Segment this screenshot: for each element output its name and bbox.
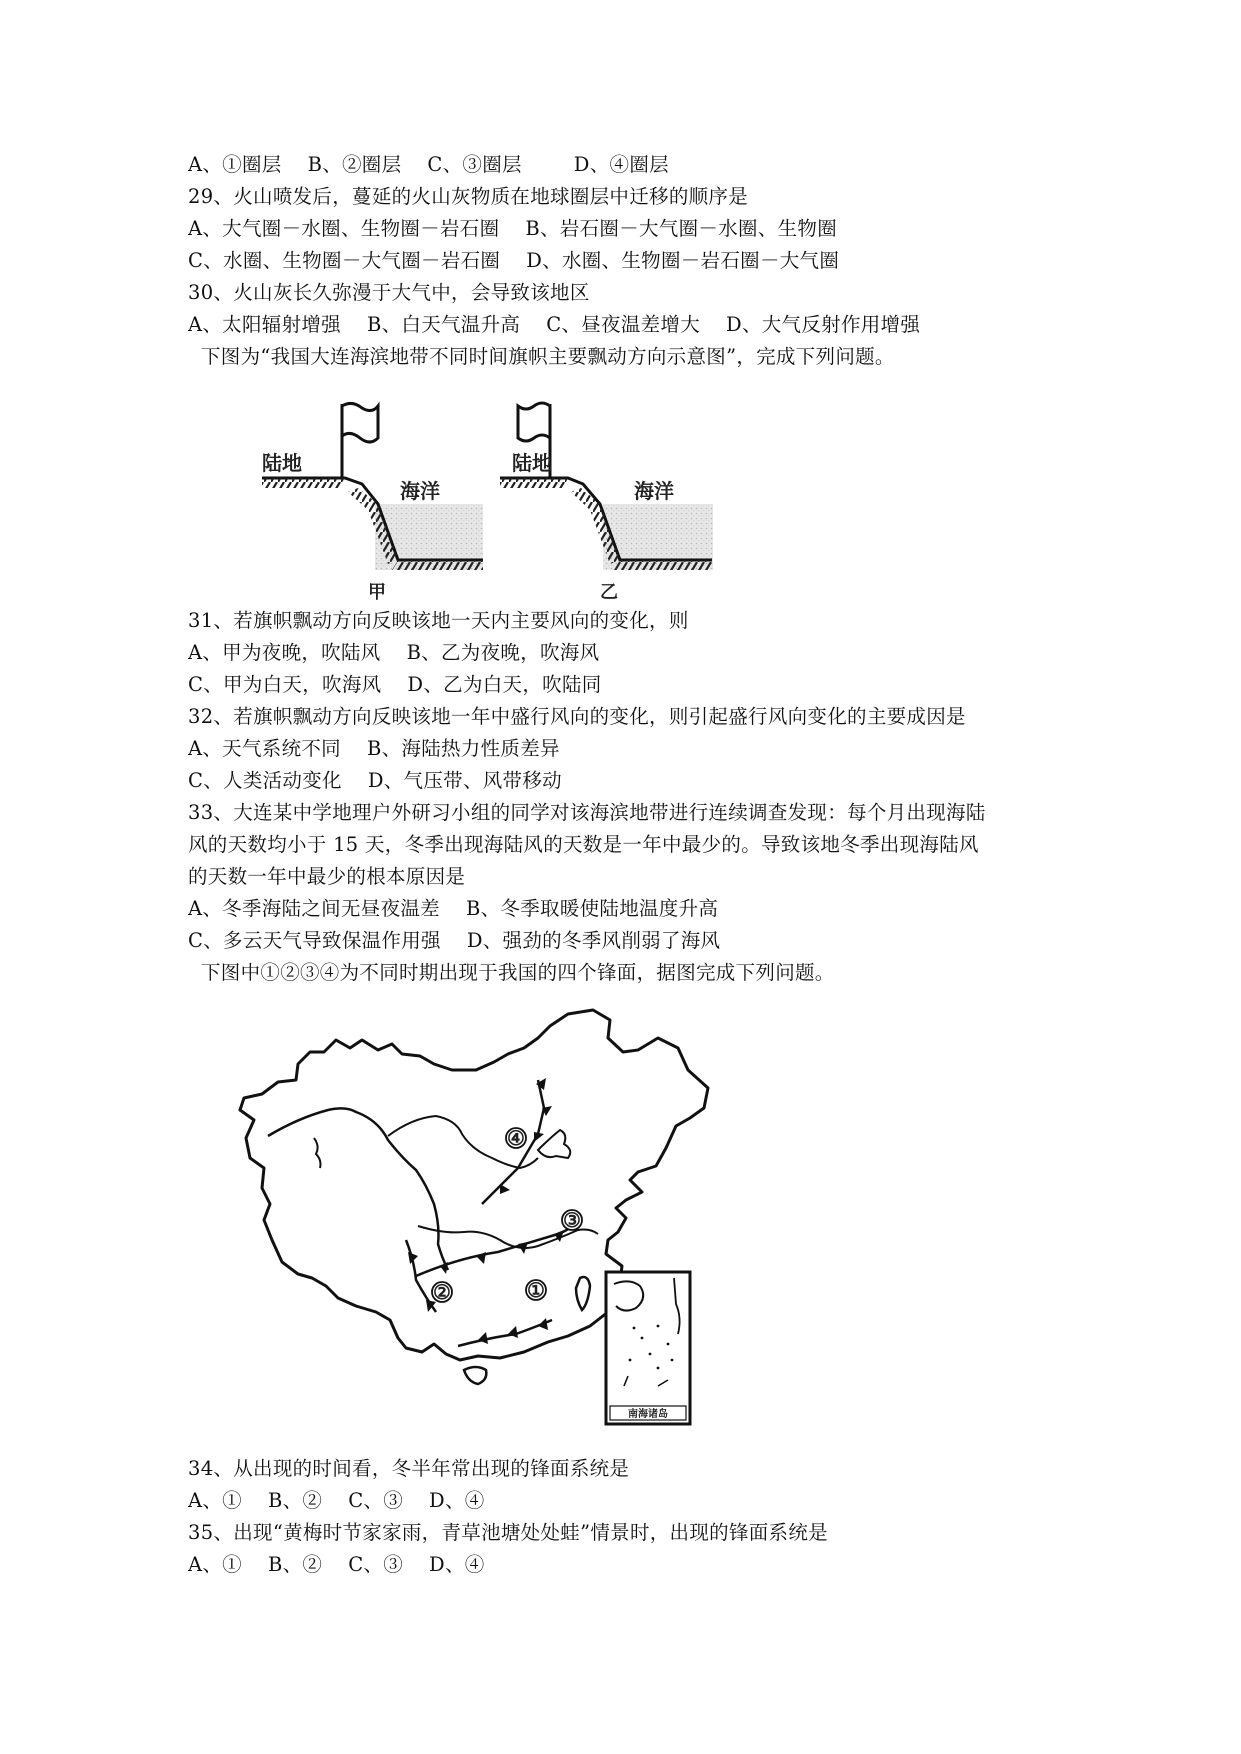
q35-stem: 35、出现“黄梅时节家家雨，青草池塘处处蛙”情景时，出现的锋面系统是 [188,1521,828,1544]
label-sea-yi: 海洋 [634,479,674,503]
q31-options-ab: A、甲为夜晚，吹陆风 B、乙为夜晚，吹海风 [188,641,600,664]
panel-jia [262,403,483,602]
q34-stem: 34、从出现的时间看，冬半年常出现的锋面系统是 [188,1457,630,1480]
q30-options: A、太阳辐射增强 B、白天气温升高 C、昼夜温差增大 D、大气反射作用增强 [188,313,921,336]
figure1-intro: 下图为“我国大连海滨地带不同时间旗帜主要飘动方向示意图”，完成下列问题。 [188,345,895,368]
front-label-1 [526,1278,546,1302]
svg-text:②: ② [433,1280,451,1304]
front-label-2 [432,1280,452,1304]
front-label-4 [506,1126,526,1150]
q29-stem: 29、火山喷发后，蔓延的火山灰物质在地球圈层中迁移的顺序是 [188,185,749,208]
q29-options-cd: C、水圈、生物圈－大气圈－岩石圈 D、水圈、生物圈－岩石圈－大气圈 [188,249,840,272]
label-land-jia: 陆地 [262,451,302,475]
label-sea-jia: 海洋 [400,479,440,503]
svg-text:③: ③ [563,1208,581,1232]
q34-options: A、① B、② C、③ D、④ [188,1489,485,1512]
figure2-intro: 下图中①②③④为不同时期出现于我国的四个锋面，据图完成下列问题。 [188,961,835,984]
south-china-sea-inset [606,1272,690,1424]
caption-yi: 乙 [600,582,618,602]
q29-options-ab: A、大气圈－水圈、生物圈－岩石圈 B、岩石圈－大气圈－水圈、生物圈 [188,217,838,240]
label-land-yi: 陆地 [512,451,552,475]
inset-label: 南海诸岛 [628,1409,668,1420]
svg-text:④: ④ [507,1126,525,1150]
q32-stem: 32、若旗帜飘动方向反映该地一年中盛行风向的变化，则引起盛行风向变化的主要成因是 [188,705,966,728]
caption-jia: 甲 [368,582,386,602]
q30-stem: 30、火山灰长久弥漫于大气中，会导致该地区 [188,281,590,304]
q33-stem-3: 的天数一年中最少的根本原因是 [188,865,466,888]
svg-text:①: ① [527,1278,545,1302]
panel-yi [500,403,713,602]
q32-options-cd: C、人类活动变化 D、气压带、风带移动 [188,769,562,792]
china-fronts-map [238,1008,778,1428]
q33-stem-1: 33、大连某中学地理户外研习小组的同学对该海滨地带进行连续调查发现：每个月出现海陆 [188,801,986,824]
q33-stem-2: 风的天数均小于 15 天，冬季出现海陆风的天数是一年中最少的。导致该地冬季出现海陆风 [188,833,979,856]
q31-options-cd: C、甲为白天，吹海风 D、乙为白天，吹陆同 [188,673,602,696]
q32-options-ab: A、天气系统不同 B、海陆热力性质差异 [188,737,560,760]
q31-stem: 31、若旗帜飘动方向反映该地一天内主要风向的变化，则 [188,609,689,632]
q33-options-ab: A、冬季海陆之间无昼夜温差 B、冬季取暖使陆地温度升高 [188,897,719,920]
coast-flag-figure [250,392,720,602]
front-label-3 [562,1208,582,1232]
q28-options: A、①圈层 B、②圈层 C、③圈层 D、④圈层 [188,153,669,176]
q35-options: A、① B、② C、③ D、④ [188,1553,485,1576]
q33-options-cd: C、多云天气导致保温作用强 D、强劲的冬季风削弱了海风 [188,929,721,952]
